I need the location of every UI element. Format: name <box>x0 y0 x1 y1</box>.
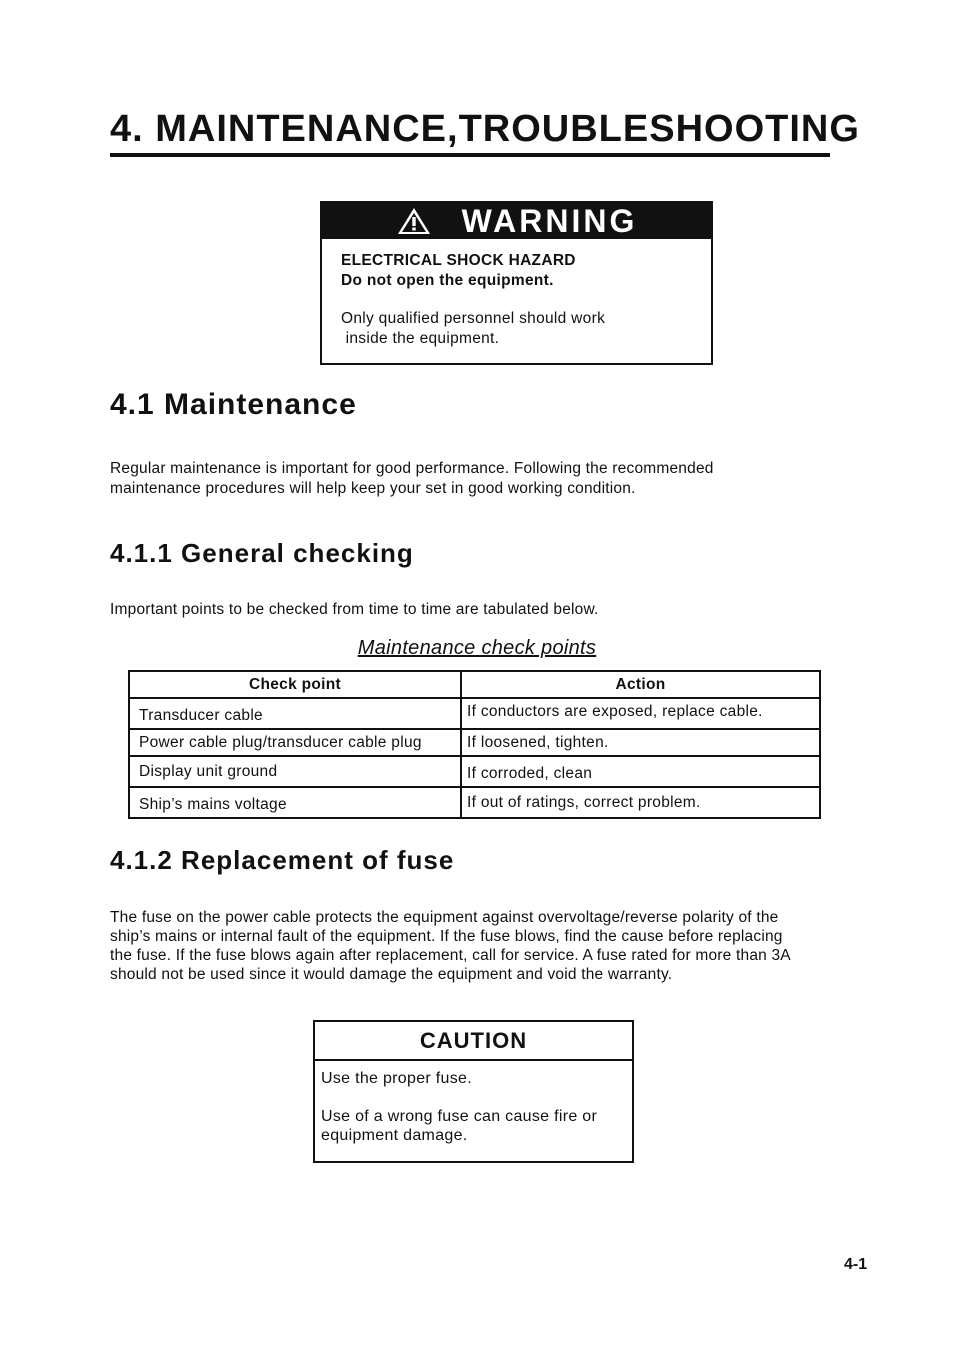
table-cell-action: If out of ratings, correct problem. <box>461 787 820 818</box>
caution-line: Use of a wrong fuse can cause fire or <box>321 1108 598 1125</box>
table-caption: Maintenance check points <box>357 637 597 659</box>
fuse-paragraph-line: The fuse on the power cable protects the equipment against overvoltage/reverse polarity of the <box>110 909 779 926</box>
warning-text <box>322 239 711 349</box>
table-header-row <box>129 671 820 698</box>
section-title-maintenance: 4.1 Maintenance <box>110 388 357 421</box>
table-header-check-point: Check point <box>129 671 461 698</box>
caution-box <box>313 1020 634 1163</box>
table-cell-action: If loosened, tighten. <box>461 729 820 756</box>
warning-note-line-2: inside the equipment. <box>341 330 500 347</box>
caution-line: Use the proper fuse. <box>321 1070 472 1087</box>
table-cell-check-point: Display unit ground <box>129 756 461 787</box>
table-cell-check-point: Power cable plug/transducer cable plug <box>129 729 461 756</box>
table-header-action: Action <box>461 671 820 698</box>
fuse-paragraph <box>110 908 791 984</box>
warning-instruction-line: Do not open the equipment. <box>341 272 554 289</box>
table-row <box>129 698 820 729</box>
general-checking-paragraph: Important points to be checked from time to time are tabulated below. <box>110 601 599 618</box>
table-row <box>129 787 820 818</box>
warning-label: WARNING <box>461 202 638 239</box>
caution-text <box>315 1061 632 1145</box>
table-cell-check-point: Ship’s mains voltage <box>129 787 461 818</box>
warning-hazard-line: ELECTRICAL SHOCK HAZARD <box>341 252 576 269</box>
warning-box <box>320 201 713 365</box>
maintenance-paragraph-line: Regular maintenance is important for good performance. Following the recommended <box>110 460 714 477</box>
caution-label: CAUTION <box>315 1022 632 1061</box>
caution-line: equipment damage. <box>321 1127 468 1144</box>
table-row <box>129 756 820 787</box>
table-cell-action: If conductors are exposed, replace cable. <box>461 698 820 729</box>
section-title-fuse: 4.1.2 Replacement of fuse <box>110 845 455 875</box>
maintenance-paragraph-line: maintenance procedures will help keep your set in good working condition. <box>110 480 636 497</box>
fuse-paragraph-line: the fuse. If the fuse blows again after replacement, call for service. A fuse rated for more than 3A <box>110 947 791 964</box>
page-number: 4-1 <box>844 1256 868 1273</box>
maintenance-paragraph <box>110 459 714 499</box>
section-title-general-checking: 4.1.1 General checking <box>110 538 414 568</box>
chapter-title: 4. MAINTENANCE,TROUBLESHOOTING <box>110 108 830 157</box>
warning-note-line: Only qualified personnel should work <box>341 310 606 327</box>
warning-header <box>322 203 711 239</box>
table-row <box>129 729 820 756</box>
table-cell-action: If corroded, clean <box>461 756 820 787</box>
warning-triangle-icon <box>396 206 432 236</box>
maintenance-check-table <box>128 670 821 819</box>
fuse-paragraph-line: ship’s mains or internal fault of the equipment. If the fuse blows, find the cause before replacing <box>110 928 783 945</box>
fuse-paragraph-line: should not be used since it would damage the equipment and void the warranty. <box>110 966 673 983</box>
table-cell-check-point: Transducer cable <box>129 698 461 729</box>
